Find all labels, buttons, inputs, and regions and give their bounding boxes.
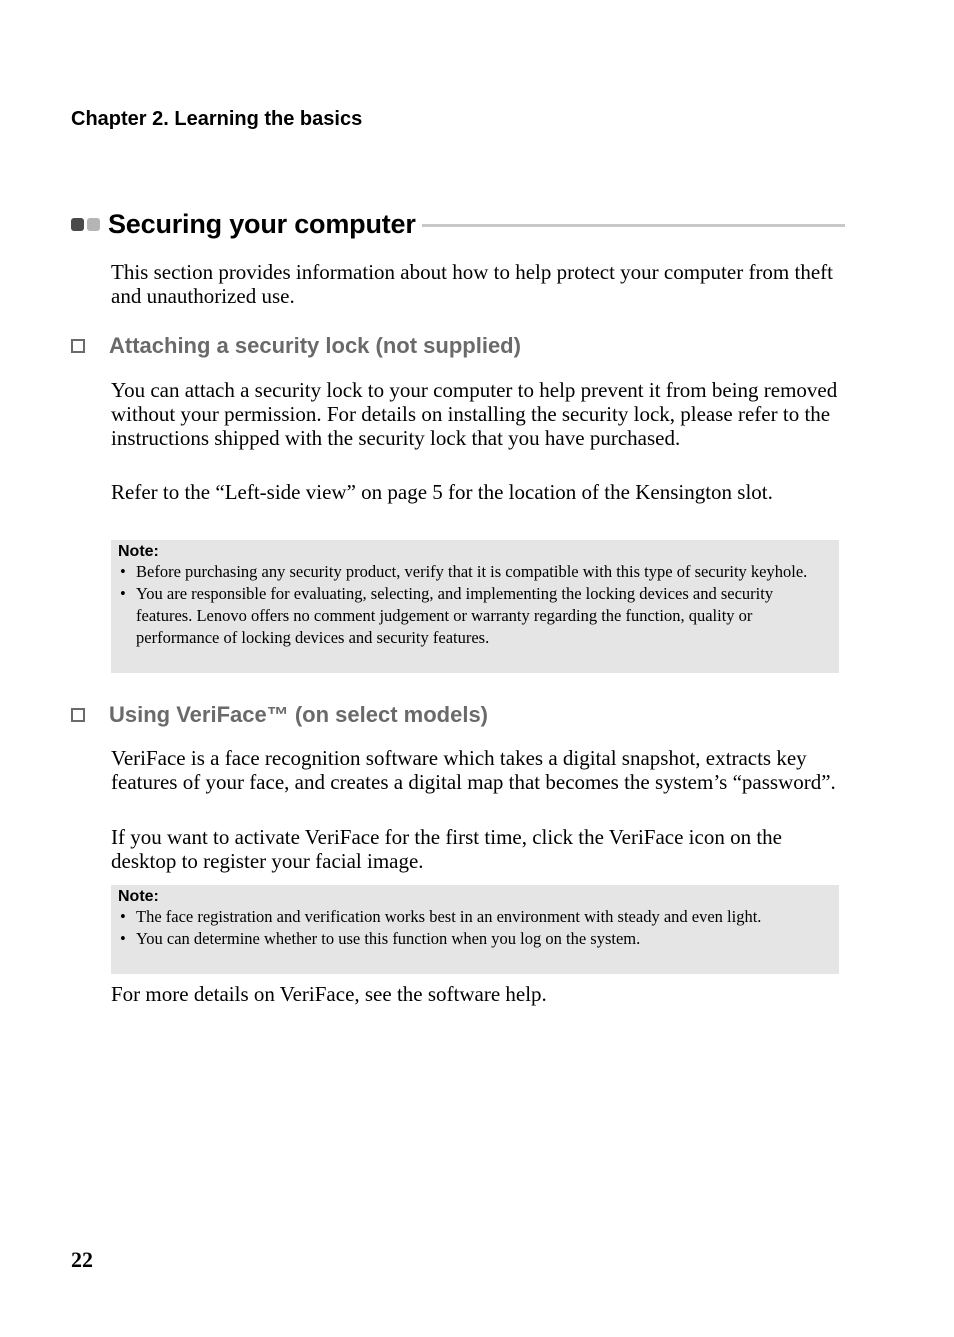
note-label: Note: — [118, 888, 159, 905]
veriface-paragraph-2: If you want to activate VeriFace for the first time, click the VeriFace icon on the desktop to register your facial image. — [111, 825, 782, 873]
note-box-lock — [111, 540, 839, 673]
note-item: • Before purchasing any security product, verify that it is compatible with this type of security keyhole. — [120, 562, 808, 581]
veriface-paragraph-3: For more details on VeriFace, see the software help. — [111, 982, 547, 1006]
square-bullet-icon — [71, 708, 85, 722]
note-item: • You can determine whether to use this function when you log on the system. — [120, 929, 641, 948]
section-heading — [71, 205, 845, 243]
section-dots-icon — [71, 218, 100, 231]
note-item: • You are responsible for evaluating, selecting, and implementing the locking devices and security features. Lenovo offers no comment judgement or warranty regarding the function, quality or performance of locking devices and security features. — [120, 584, 774, 647]
square-bullet-icon — [71, 339, 85, 353]
bullet-icon: • — [120, 907, 126, 926]
subheading-security-lock — [71, 331, 521, 361]
veriface-paragraph-1: VeriFace is a face recognition software which takes a digital snapshot, extracts key features of your face, and creates a digital map that becomes the system’s “password”. — [111, 746, 836, 794]
bullet-icon: • — [120, 562, 126, 581]
subheading-veriface — [71, 700, 488, 730]
lock-paragraph-2: Refer to the “Left-side view” on page 5 for the location of the Kensington slot. — [111, 480, 773, 504]
section-title: Securing your computer — [108, 208, 416, 239]
bullet-icon: • — [120, 584, 126, 603]
chapter-header: Chapter 2. Learning the basics — [71, 108, 363, 130]
section-intro: This section provides information about how to help protect your computer from theft and unauthorized use. — [111, 260, 833, 308]
page-number: 22 — [71, 1247, 93, 1272]
subheading-text: Attaching a security lock (not supplied) — [109, 333, 521, 358]
note-item: • The face registration and verification works best in an environment with steady and even light. — [120, 907, 762, 926]
section-rule — [422, 224, 845, 227]
bullet-icon: • — [120, 929, 126, 948]
note-box-veriface — [111, 885, 839, 974]
lock-paragraph-1: You can attach a security lock to your computer to help prevent it from being removed without your permission. For details on installing the security lock, please refer to the instructions shipped with the security lock that you have purchased. — [111, 378, 838, 450]
subheading-text: Using VeriFace™ (on select models) — [109, 702, 489, 727]
note-label: Note: — [118, 543, 159, 560]
